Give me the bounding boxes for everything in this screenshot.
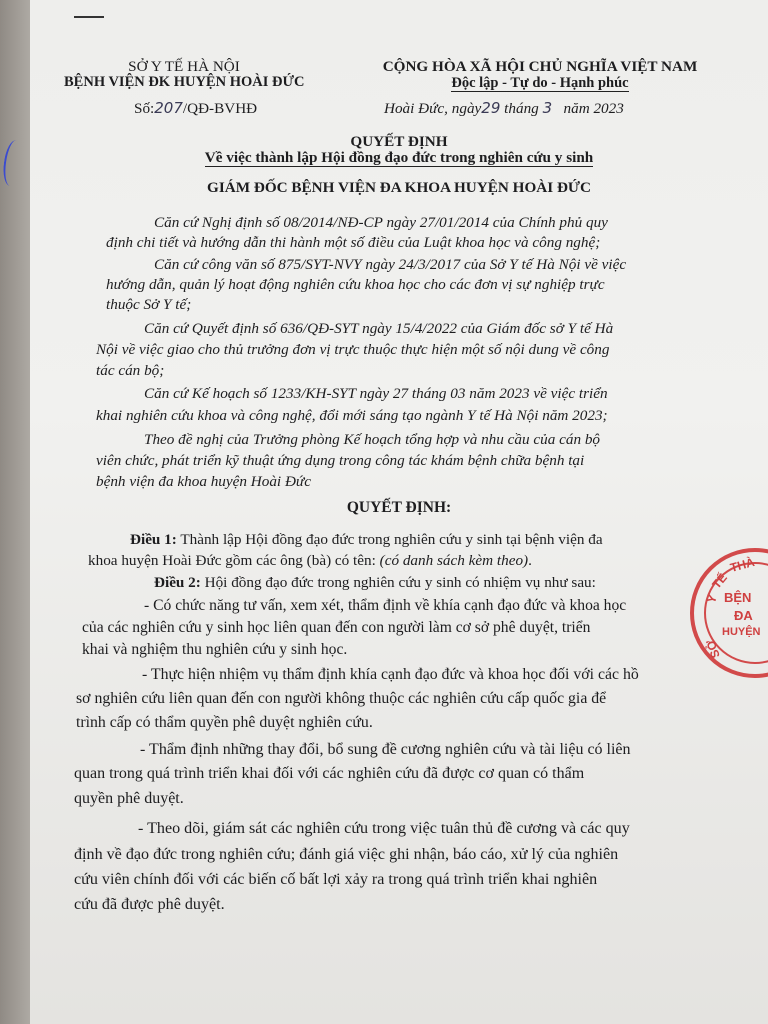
basis-line: bệnh viện đa khoa huyện Hoài Đức (96, 473, 311, 490)
duty-line: - Thẩm định những thay đổi, bổ sung đề cương nghiên cứu và tài liệu có liên (140, 741, 631, 758)
basis-line: Căn cứ Quyết định số 636/QĐ-SYT ngày 15/4/2022 của Giám đốc sở Y tế Hà (144, 320, 614, 337)
duty-line: của các nghiên cứu y sinh học liên quan đến con người làm cơ sở phê duyệt, triển (82, 619, 591, 636)
basis-line: Căn cứ Kế hoạch số 1233/KH-SYT ngày 27 tháng 03 năm 2023 về việc triển (144, 385, 608, 402)
agency-name: SỞ Y TẾ HÀ NỘI (128, 58, 240, 75)
basis-line: khai nghiên cứu khoa và công nghệ, đổi mới sáng tạo ngành Y tế Hà Nội năm 2023; (96, 407, 608, 424)
decision-subject: Về việc thành lập Hội đồng đạo đức trong nghiên cứu y sinh (204, 149, 594, 166)
basis-line: thuộc Sở Y tế; (106, 296, 192, 313)
duty-line: cứu đã được phê duyệt. (74, 896, 225, 913)
duty-line: trình cấp có thẩm quyền phê duyệt nghiên cứu. (76, 714, 373, 731)
basis-line: Căn cứ công văn số 875/SYT-NVY ngày 24/3/2017 của Sở Y tế Hà Nội về việc (154, 256, 627, 273)
duty-line: quan trong quá trình triển khai đối với các nghiên cứu đã được cơ quan có thẩm (74, 765, 585, 782)
basis-line: Căn cứ Nghị định số 08/2014/NĐ-CP ngày 27/01/2014 của Chính phủ quy (154, 214, 608, 231)
document-page (30, 0, 768, 1024)
duty-line: - Có chức năng tư vấn, xem xét, thẩm định về khía cạnh đạo đức và khoa học (144, 597, 627, 614)
duty-line: - Thực hiện nhiệm vụ thẩm định khía cạnh đạo đức và khoa học đối với các hồ (142, 666, 639, 683)
top-dash-mark (74, 16, 104, 18)
article-1-line: khoa huyện Hoài Đức gồm các ông (bà) có tên: (có danh sách kèm theo). (88, 552, 532, 569)
handwritten-number: 207 (154, 99, 183, 117)
decision-heading: QUYẾT ĐỊNH: (346, 499, 452, 516)
document-date: Hoài Đức, ngày29 tháng 3 năm 2023 (384, 99, 624, 117)
article-1-line: Điều 1: Thành lập Hội đồng đạo đức trong nghiên cứu y sinh tại bệnh viện đa (130, 531, 603, 548)
hospital-name: BỆNH VIỆN ĐK HUYỆN HOÀI ĐỨC (64, 74, 305, 90)
document-number: Số:207/QĐ-BVHĐ (134, 99, 258, 117)
article-2-label: Điều 2: (154, 574, 201, 591)
handwritten-day: 29 (481, 99, 501, 117)
official-stamp: Y TẾ THÀ BỆN ĐA HUYỆN SỞ (690, 548, 768, 678)
basis-line: định chi tiết và hướng dẫn thi hành một số điều của Luật khoa học và công nghệ; (106, 234, 601, 251)
national-motto: Độc lập - Tự do - Hạnh phúc (451, 75, 629, 91)
basis-line: viên chức, phát triển kỹ thuật ứng dụng trong công tác khám bệnh chữa bệnh tại (96, 452, 585, 469)
article-1-label: Điều 1: (130, 531, 177, 548)
duty-line: quyền phê duyệt. (74, 790, 184, 807)
national-title: CỘNG HÒA XÃ HỘI CHỦ NGHĨA VIỆT NAM (382, 58, 698, 75)
issuing-authority: GIÁM ĐỐC BỆNH VIỆN ĐA KHOA HUYỆN HOÀI ĐỨC (207, 179, 591, 196)
duty-line: cứu viên chính đối với các biến cố bất lợi xảy ra trong quá trình triển khai nghiên (74, 871, 598, 888)
article-2-intro: Điều 2: Hội đồng đạo đức trong nghiên cứu y sinh có nhiệm vụ như sau: (154, 574, 596, 591)
duty-line: sơ nghiên cứu liên quan đến con người không thuộc các nghiên cứu cấp quốc gia để (76, 690, 607, 707)
basis-line: tác cán bộ; (96, 362, 165, 379)
duty-line: - Theo dõi, giám sát các nghiên cứu trong việc tuân thủ đề cương và các quy (138, 820, 630, 837)
handwritten-month: 3 (542, 99, 553, 117)
basis-line: Nội về việc giao cho thủ trưởng đơn vị trực thuộc thực hiện một số nội dung về công (96, 341, 610, 358)
basis-line: Theo đề nghị của Trưởng phòng Kế hoạch tổng hợp và nhu cầu của cán bộ (144, 431, 601, 448)
duty-line: khai và nghiệm thu nghiên cứu y sinh học. (82, 641, 348, 658)
basis-line: hướng dẫn, quản lý hoạt động nghiên cứu khoa học cho các đơn vị sự nghiệp trực (106, 276, 605, 293)
decision-title: QUYẾT ĐỊNH (350, 133, 448, 150)
duty-line: định về đạo đức trong nghiên cứu; đánh giá việc ghi nhận, báo cáo, xử lý của nghiên (74, 846, 619, 863)
